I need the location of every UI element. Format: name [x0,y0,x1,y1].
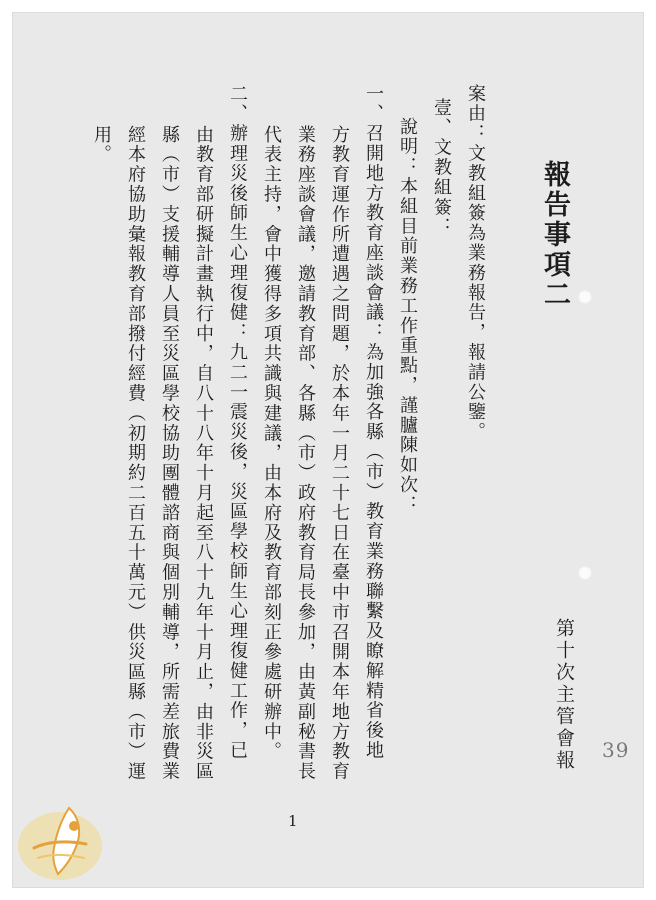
item-1-line-1: 一、召開地方教育座談會議：為加強各縣（市）教育業務聯繫及瞭解精省後地 [363,84,384,761]
item-1-line-3: 業務座談會議，邀請教育部、各縣（市）政府教育局長參加，由黃副秘書長 [295,125,316,782]
punch-hole-bottom [578,566,592,580]
footer-page-number: 1 [288,812,298,830]
punch-hole-top [578,290,592,304]
item-1-line-4: 代表主持，會中獲得多項共識與建議，由本府及教育部刻正參處研辦中。 [261,125,282,762]
page-number: 39 [602,738,630,762]
case-subject: 案由：文教組簽為業務報告，報請公鑒。 [465,84,486,443]
explanation-intro: 說明：本組目前業務工作重點，謹臚陳如次： [397,117,418,515]
section-heading: 壹、文教組簽： [431,98,452,238]
item-1-line-2: 方教育運作所遭遇之問題，於本年一月二十七日在臺中市召開本年地方教育 [329,125,350,782]
item-2-line-2: 由教育部研擬計畫執行中，自八十八年十月起至八十九年十月止，由非災區 [193,125,214,782]
report-title: 報告事項二 [539,160,570,310]
meeting-label: 第十次主管會報 [553,618,575,772]
taiwan-map-logo-icon [14,796,114,886]
item-2-line-3: 縣（市）支援輔導人員至災區學校協助團體諮商與個別輔導，所需差旅費業 [159,125,180,782]
item-2-line-1: 二、辦理災後師生心理復健：九二一震災後，災區學校師生心理復健工作，已 [227,84,248,761]
item-2-line-4: 經本府協助彙報教育部撥付經費（初期約二百五十萬元）供災區縣（市）運 [125,125,146,782]
item-2-line-5: 用。 [91,125,112,165]
